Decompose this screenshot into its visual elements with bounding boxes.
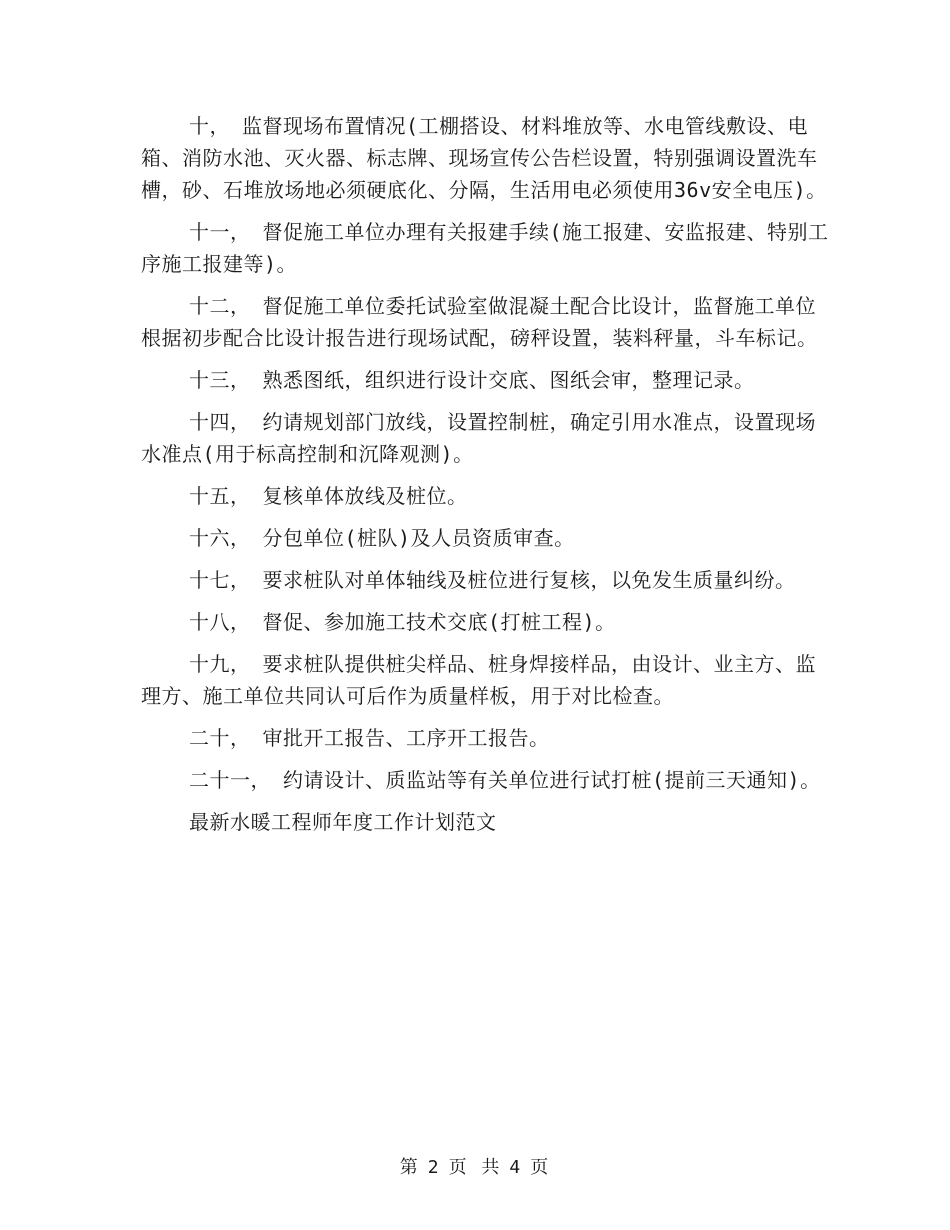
item-number: 十四， [189,410,251,434]
list-item [141,722,831,754]
list-item [141,648,831,712]
current-page-number: 2 [427,1157,441,1178]
list-item [141,110,831,206]
item-number: 十六， [189,526,251,550]
item-number: 十五， [189,484,251,508]
item-number: 十八， [189,610,251,634]
total-page-number: 4 [509,1157,523,1178]
item-text: 要求桩队对单体轴线及桩位进行复核，以免发生质量纠纷。 [262,568,796,592]
list-item [141,564,831,596]
list-item [141,290,831,354]
item-number: 二十， [189,726,251,750]
item-text: 约请规划部门放线，设置控制桩，确定引用水准点，设置现场水准点(用于标高控制和沉降观测)。 [141,410,816,466]
item-number: 十三， [189,368,251,392]
list-item [141,522,831,554]
item-number: 十九， [189,652,251,676]
list-item [141,764,831,796]
footer-suffix: 页 [530,1157,551,1178]
item-number: 十二， [189,294,251,318]
item-text: 分包单位(桩队)及人员资质审查。 [262,526,575,550]
document-body [141,110,831,838]
item-number: 二十一， [189,768,271,792]
footer-middle: 页 共 [448,1157,502,1178]
list-item [141,480,831,512]
item-text: 监督现场布置情况(工棚搭设、材料堆放等、水电管线敷设、电箱、消防水池、灭火器、标志牌、现场宣传公告栏设置，特别强调设置洗车槽，砂、石堆放场地必须硬底化、分隔，生活用电必须使用36v安全电压)。 [141,114,827,202]
list-item [141,216,831,280]
item-text: 复核单体放线及桩位。 [262,484,468,508]
item-text: 熟悉图纸，组织进行设计交底、图纸会审，整理记录。 [262,368,755,392]
item-text: 督促施工单位办理有关报建手续(施工报建、安监报建、特别工序施工报建等)。 [141,220,829,276]
item-number: 十， [189,114,230,138]
item-text: 督促、参加施工技术交底(打桩工程)。 [262,610,616,634]
item-number: 十七， [189,568,251,592]
item-text: 要求桩队提供桩尖样品、桩身焊接样品，由设计、业主方、监理方、施工单位共同认可后作为质量样板，用于对比检查。 [141,652,816,708]
page-footer [0,1153,950,1179]
item-text: 审批开工报告、工序开工报告。 [262,726,550,750]
list-item [141,606,831,638]
list-item [141,364,831,396]
list-item [141,406,831,470]
closing-title: 最新水暖工程师年度工作计划范文 [189,810,497,834]
footer-prefix: 第 [399,1157,420,1178]
item-number: 十一， [189,220,251,244]
item-text: 督促施工单位委托试验室做混凝土配合比设计，监督施工单位根据初步配合比设计报告进行现场试配，磅秤设置，装料秤量，斗车标记。 [141,294,818,350]
item-text: 约请设计、质监站等有关单位进行试打桩(提前三天通知)。 [283,768,821,792]
